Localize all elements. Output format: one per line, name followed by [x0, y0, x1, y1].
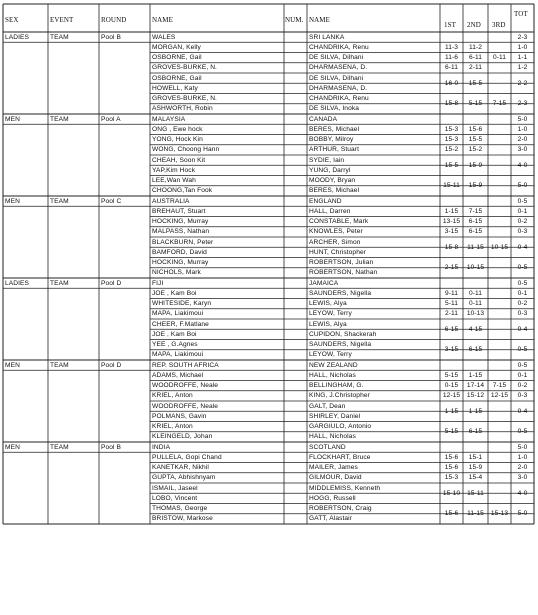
player-left: WOODROFFE, Neale — [152, 382, 219, 389]
score-total: 0-1 — [517, 371, 528, 379]
team-total: 5-0 — [517, 443, 528, 451]
player-left: ASHWORTH, Robin — [152, 105, 213, 113]
player-right: SAUNDERS, Nigella — [309, 289, 372, 297]
team-right: SCOTLAND — [309, 443, 346, 451]
score-game-2: 6-15 — [468, 428, 483, 436]
group-sex: MEN — [5, 115, 20, 123]
player-right: SHIRLEY, Daniel — [309, 412, 361, 420]
group-round: Pool A — [101, 115, 121, 123]
score-game-1: 15-6 — [444, 453, 459, 461]
header-game-2: 2ND — [467, 21, 481, 29]
group-sex: LADIES — [5, 33, 30, 41]
group-round: Pool C — [101, 197, 122, 205]
score-game-1: 1-15 — [444, 207, 459, 215]
player-left: GROVES-BURKE, N. — [152, 95, 217, 102]
score-total: 0-4 — [517, 407, 528, 415]
player-right: LEWIS, Alya — [309, 300, 347, 307]
player-right: BERES, Michael — [309, 187, 360, 195]
player-right: GILMOUR, David — [309, 474, 362, 482]
score-game-2: 17-14 — [466, 382, 485, 389]
player-left: YAP,Kim Hock — [152, 166, 196, 174]
player-left: HOCKING, Murray — [152, 218, 209, 225]
player-left: THOMAS, George — [152, 505, 208, 512]
group-round: Pool B — [101, 443, 122, 451]
group-round: Pool D — [101, 361, 122, 369]
group-event: TEAM — [50, 197, 69, 205]
player-left: GUPTA, Abhishnyam — [152, 474, 216, 482]
player-right: ROBERTSON, Nathan — [309, 269, 378, 277]
score-total: 0-1 — [517, 207, 528, 215]
player-left: BLACKBURN, Peter — [152, 238, 214, 246]
score-game-1: 15-8 — [444, 243, 459, 251]
score-total: 4-0 — [517, 161, 528, 169]
score-game-1: 5-15 — [444, 428, 459, 436]
score-game-2: 1-15 — [468, 371, 483, 379]
group-event: TEAM — [50, 279, 69, 287]
player-right: ROBERTSON, Craig — [309, 505, 372, 512]
score-game-3: 12-15 — [490, 392, 509, 400]
player-right: HALL, Darren — [309, 207, 351, 215]
score-game-1: 1-15 — [444, 407, 459, 415]
score-game-1: 15-10 — [442, 489, 461, 497]
score-game-2: 15-11 — [467, 489, 484, 497]
team-total: 0-5 — [517, 197, 528, 205]
group-sex: LADIES — [5, 279, 30, 287]
score-total: 0-5 — [517, 346, 528, 354]
player-right: HALL, Nicholas — [309, 433, 356, 441]
score-game-2: 10-15 — [466, 264, 485, 272]
player-left: OSBORNE, Gail — [152, 74, 202, 82]
score-game-2: 6-11 — [468, 54, 483, 61]
team-left: FIJI — [152, 279, 164, 287]
player-right: ARTHUR, Stuart — [309, 146, 360, 154]
player-right: HOGG, Russell — [309, 494, 356, 502]
score-total: 3-0 — [517, 474, 528, 482]
player-left: KANETKAR, Nikhil — [152, 464, 209, 471]
team-total: 0-5 — [517, 361, 528, 369]
score-game-3: 7-15 — [492, 100, 507, 108]
player-right: DHARMASENA, D. — [309, 64, 368, 72]
score-game-3: 0-11 — [492, 54, 507, 61]
player-right: ROBERTSON, Julian — [309, 259, 374, 266]
player-left: JOE , Kam Boi — [152, 289, 197, 297]
score-game-2: 6-15 — [468, 346, 483, 354]
header-event: EVENT — [50, 16, 74, 24]
score-game-2: 0-11 — [468, 289, 483, 297]
header-total: TOT — [514, 10, 528, 18]
score-game-2: 15-1 — [468, 453, 483, 461]
player-left: JOE , Kam Boi — [152, 330, 197, 338]
score-game-1: 16-0 — [444, 79, 459, 87]
score-total: 5-0 — [517, 182, 528, 190]
team-left: INDIA — [152, 443, 171, 451]
score-game-3: 15-13 — [490, 510, 509, 518]
player-right: LEYOW, Terry — [309, 351, 352, 359]
score-game-1: 15-3 — [444, 474, 459, 482]
player-left: MAPA, Liakimoui — [152, 310, 204, 318]
player-right: HUNT, Christopher — [309, 248, 367, 256]
player-right: CONSTABLE, Mark — [309, 218, 369, 225]
player-right: DE SILVA, Inoka — [309, 105, 359, 113]
player-right: BELLINGHAM, G. — [309, 382, 364, 389]
player-left: KRIEL, Anton — [152, 423, 193, 430]
header-round: ROUND — [101, 16, 127, 24]
team-right: SRI LANKA — [309, 33, 345, 41]
player-left: MALPASS, Nathan — [152, 228, 210, 236]
score-game-2: 15-4 — [468, 474, 483, 482]
score-game-2: 10-13 — [466, 310, 485, 318]
player-left: WOODROFFE, Neale — [152, 402, 219, 410]
header-game-1: 1ST — [444, 21, 456, 29]
player-right: HALL, Nicholas — [309, 371, 356, 379]
player-right: LEYOW, Terry — [309, 310, 352, 318]
player-left: ISMAIL, Jaseel — [152, 484, 198, 492]
score-total: 0-5 — [517, 428, 528, 436]
player-right: DE SILVA, Dilhani — [309, 74, 364, 82]
score-total: 0-3 — [517, 310, 528, 318]
team-right: NEW ZEALAND — [309, 361, 358, 369]
player-left: OSBORNE, Gail — [152, 54, 202, 61]
score-game-1: 0-15 — [444, 382, 459, 389]
score-game-1: 15-3 — [444, 136, 459, 143]
score-total: 1-0 — [517, 43, 528, 51]
score-total: 5-0 — [517, 510, 528, 518]
player-right: MIDDLEMISS, Kenneth — [309, 484, 381, 492]
score-game-2: 5-15 — [468, 100, 483, 108]
score-game-3: 7-15 — [492, 382, 507, 389]
player-left: HOWELL, Katy — [152, 84, 198, 92]
score-game-2: 15-5 — [468, 136, 483, 143]
score-game-1: 6-11 — [444, 64, 459, 72]
group-event: TEAM — [50, 443, 69, 451]
score-game-1: 9-11 — [444, 289, 459, 297]
group-round: Pool B — [101, 33, 122, 41]
score-game-2: 6-15 — [468, 228, 483, 236]
player-right: GARGIULO, Antonio — [309, 423, 372, 430]
player-right: ARCHER, Simon — [309, 238, 361, 246]
score-game-1: 15-6 — [444, 464, 459, 471]
group-sex: MEN — [5, 361, 20, 369]
score-game-2: 11-2 — [468, 43, 483, 51]
team-total: 5-0 — [517, 115, 528, 123]
player-left: YONG, Hock Kin — [152, 136, 203, 143]
group-sex: MEN — [5, 443, 20, 451]
score-game-2: 15-5 — [468, 79, 483, 87]
score-game-1: 11-3 — [444, 43, 459, 51]
player-left: NICHOLS, Mark — [152, 269, 201, 277]
score-total: 2-0 — [517, 136, 528, 143]
player-right: GATT, Alastair — [309, 515, 353, 523]
player-left: ONG , Ewe hock — [152, 125, 203, 133]
player-right: BERES, Michael — [309, 125, 360, 133]
score-game-2: 15-6 — [468, 125, 483, 133]
player-right: SAUNDERS, Nigella — [309, 341, 372, 348]
team-total: 2-3 — [517, 33, 528, 41]
header-name-opponent: NAME — [309, 16, 331, 24]
score-game-2: 2-11 — [468, 64, 483, 72]
score-total: 0-4 — [517, 325, 528, 333]
player-left: WHITESIDE, Karyn — [152, 300, 212, 307]
score-game-2: 15-9 — [468, 182, 483, 190]
player-right: DHARMASENA, D. — [309, 84, 368, 92]
score-game-1: 5-15 — [444, 371, 459, 379]
player-left: LEE,Wan Wah — [152, 177, 196, 184]
score-game-2: 15-9 — [468, 464, 483, 471]
score-total: 1-0 — [517, 453, 528, 461]
player-right: MAILER, James — [309, 464, 358, 471]
player-left: KRIEL, Anton — [152, 392, 193, 400]
score-total: 0-4 — [517, 243, 528, 251]
group-sex: MEN — [5, 197, 20, 205]
score-game-1: 3-15 — [444, 228, 459, 236]
player-right: KING, J.Christopher — [309, 392, 370, 400]
score-game-2: 11-15 — [467, 510, 484, 518]
score-game-1: 12-15 — [442, 392, 461, 400]
score-game-1: 6-15 — [444, 325, 459, 333]
header-sex: SEX — [5, 16, 19, 24]
score-game-1: 5-11 — [444, 300, 459, 307]
score-game-2: 6-15 — [468, 218, 483, 225]
score-game-2: 7-15 — [468, 207, 483, 215]
score-game-2: 15-2 — [468, 146, 483, 154]
group-round: Pool D — [101, 279, 122, 287]
player-left: MORGAN, Kelly — [152, 43, 201, 51]
player-left: CHEER, F.Matlane — [152, 320, 209, 328]
player-right: MOODY, Bryan — [309, 177, 356, 184]
score-game-1: 11-6 — [444, 54, 459, 61]
player-left: BREHAUT, Stuart — [152, 207, 206, 215]
score-game-2: 0-11 — [468, 300, 483, 307]
score-game-1: 15-5 — [444, 161, 459, 169]
team-left: AUSTRALIA — [152, 197, 190, 205]
score-game-2: 4-15 — [468, 325, 483, 333]
score-total: 4-0 — [517, 489, 528, 497]
score-total: 0-2 — [517, 382, 528, 389]
player-left: GROVES-BURKE, N. — [152, 64, 217, 72]
score-game-1: 15-11 — [443, 182, 460, 190]
player-right: FLOCKHART, Bruce — [309, 453, 371, 461]
score-total: 2-0 — [517, 464, 528, 471]
player-right: BOBBY, Milroy — [309, 136, 354, 143]
score-total: 0-2 — [517, 218, 528, 225]
player-right: YUNG, Darryl — [309, 166, 351, 174]
score-total: 1-0 — [517, 125, 528, 133]
score-total: 1-1 — [517, 54, 528, 61]
score-total: 0-1 — [517, 289, 528, 297]
score-game-1: 2-15 — [444, 264, 459, 272]
score-game-1: 15-3 — [444, 125, 459, 133]
score-total: 0-5 — [517, 264, 528, 272]
player-right: CHANDRIKA, Renu — [309, 43, 369, 51]
score-game-2: 15-12 — [466, 392, 485, 400]
score-game-1: 15-8 — [444, 100, 459, 108]
player-left: LOBO, Vincent — [152, 494, 198, 502]
group-event: TEAM — [50, 361, 69, 369]
player-right: CUPIDON, Shackerah — [309, 330, 377, 338]
team-right: CANADA — [309, 115, 338, 123]
team-right: ENGLAND — [309, 197, 342, 205]
group-event: TEAM — [50, 33, 69, 41]
header-num: NUM. — [285, 16, 304, 24]
score-total: 0-2 — [517, 300, 528, 307]
player-right: GALT, Dean — [309, 402, 346, 410]
player-left: PULLELA, Gopi Chand — [152, 453, 222, 461]
score-game-1: 2-11 — [444, 310, 459, 318]
score-game-2: 1-15 — [468, 407, 483, 415]
player-right: SYDIE, Iain — [309, 156, 345, 164]
score-game-2: 11-15 — [467, 243, 484, 251]
score-total: 0-3 — [517, 228, 528, 236]
team-left: MALAYSIA — [152, 115, 186, 123]
player-left: YEE , G.Agnes — [152, 341, 198, 348]
score-total: 2-3 — [517, 100, 528, 108]
player-left: MAPA, Liakimoui — [152, 351, 204, 359]
score-game-1: 15-2 — [444, 146, 459, 154]
score-game-1: 15-6 — [444, 510, 459, 518]
player-left: WONG, Choong Hann — [152, 146, 220, 154]
score-total: 0-3 — [517, 392, 528, 400]
score-game-1: 3-15 — [444, 346, 459, 354]
player-left: BAMFORD, David — [152, 248, 207, 256]
score-game-1: 13-15 — [442, 218, 461, 225]
score-total: 3-0 — [517, 146, 528, 154]
player-left: POLMANS, Gavin — [152, 412, 207, 420]
player-left: ADAMS, Michael — [152, 371, 204, 379]
player-left: BRISTOW, Markose — [152, 515, 213, 523]
player-right: LEWIS, Alya — [309, 320, 347, 328]
header-game-3: 3RD — [492, 21, 506, 29]
player-left: CHEAH, Soon Kit — [152, 156, 206, 164]
team-total: 0-5 — [517, 279, 528, 287]
team-left: REP. SOUTH AFRICA — [152, 361, 219, 369]
player-right: DE SILVA, Dilhani — [309, 54, 364, 61]
header-name: NAME — [152, 16, 174, 24]
score-game-2: 15-9 — [468, 161, 483, 169]
player-right: CHANDRIKA, Renu — [309, 95, 369, 102]
team-left: WALES — [152, 33, 176, 41]
team-right: JAMAICA — [309, 279, 339, 287]
score-total: 2-2 — [517, 79, 528, 87]
player-left: CHOONG,Tan Fook — [152, 187, 213, 195]
player-left: HOCKING, Murray — [152, 259, 209, 266]
player-right: KNOWLES, Peter — [309, 228, 363, 236]
group-event: TEAM — [50, 115, 69, 123]
player-left: KLEINGELD, Johan — [152, 433, 213, 441]
score-total: 1-2 — [517, 64, 528, 72]
score-game-3: 10-15 — [490, 243, 509, 251]
